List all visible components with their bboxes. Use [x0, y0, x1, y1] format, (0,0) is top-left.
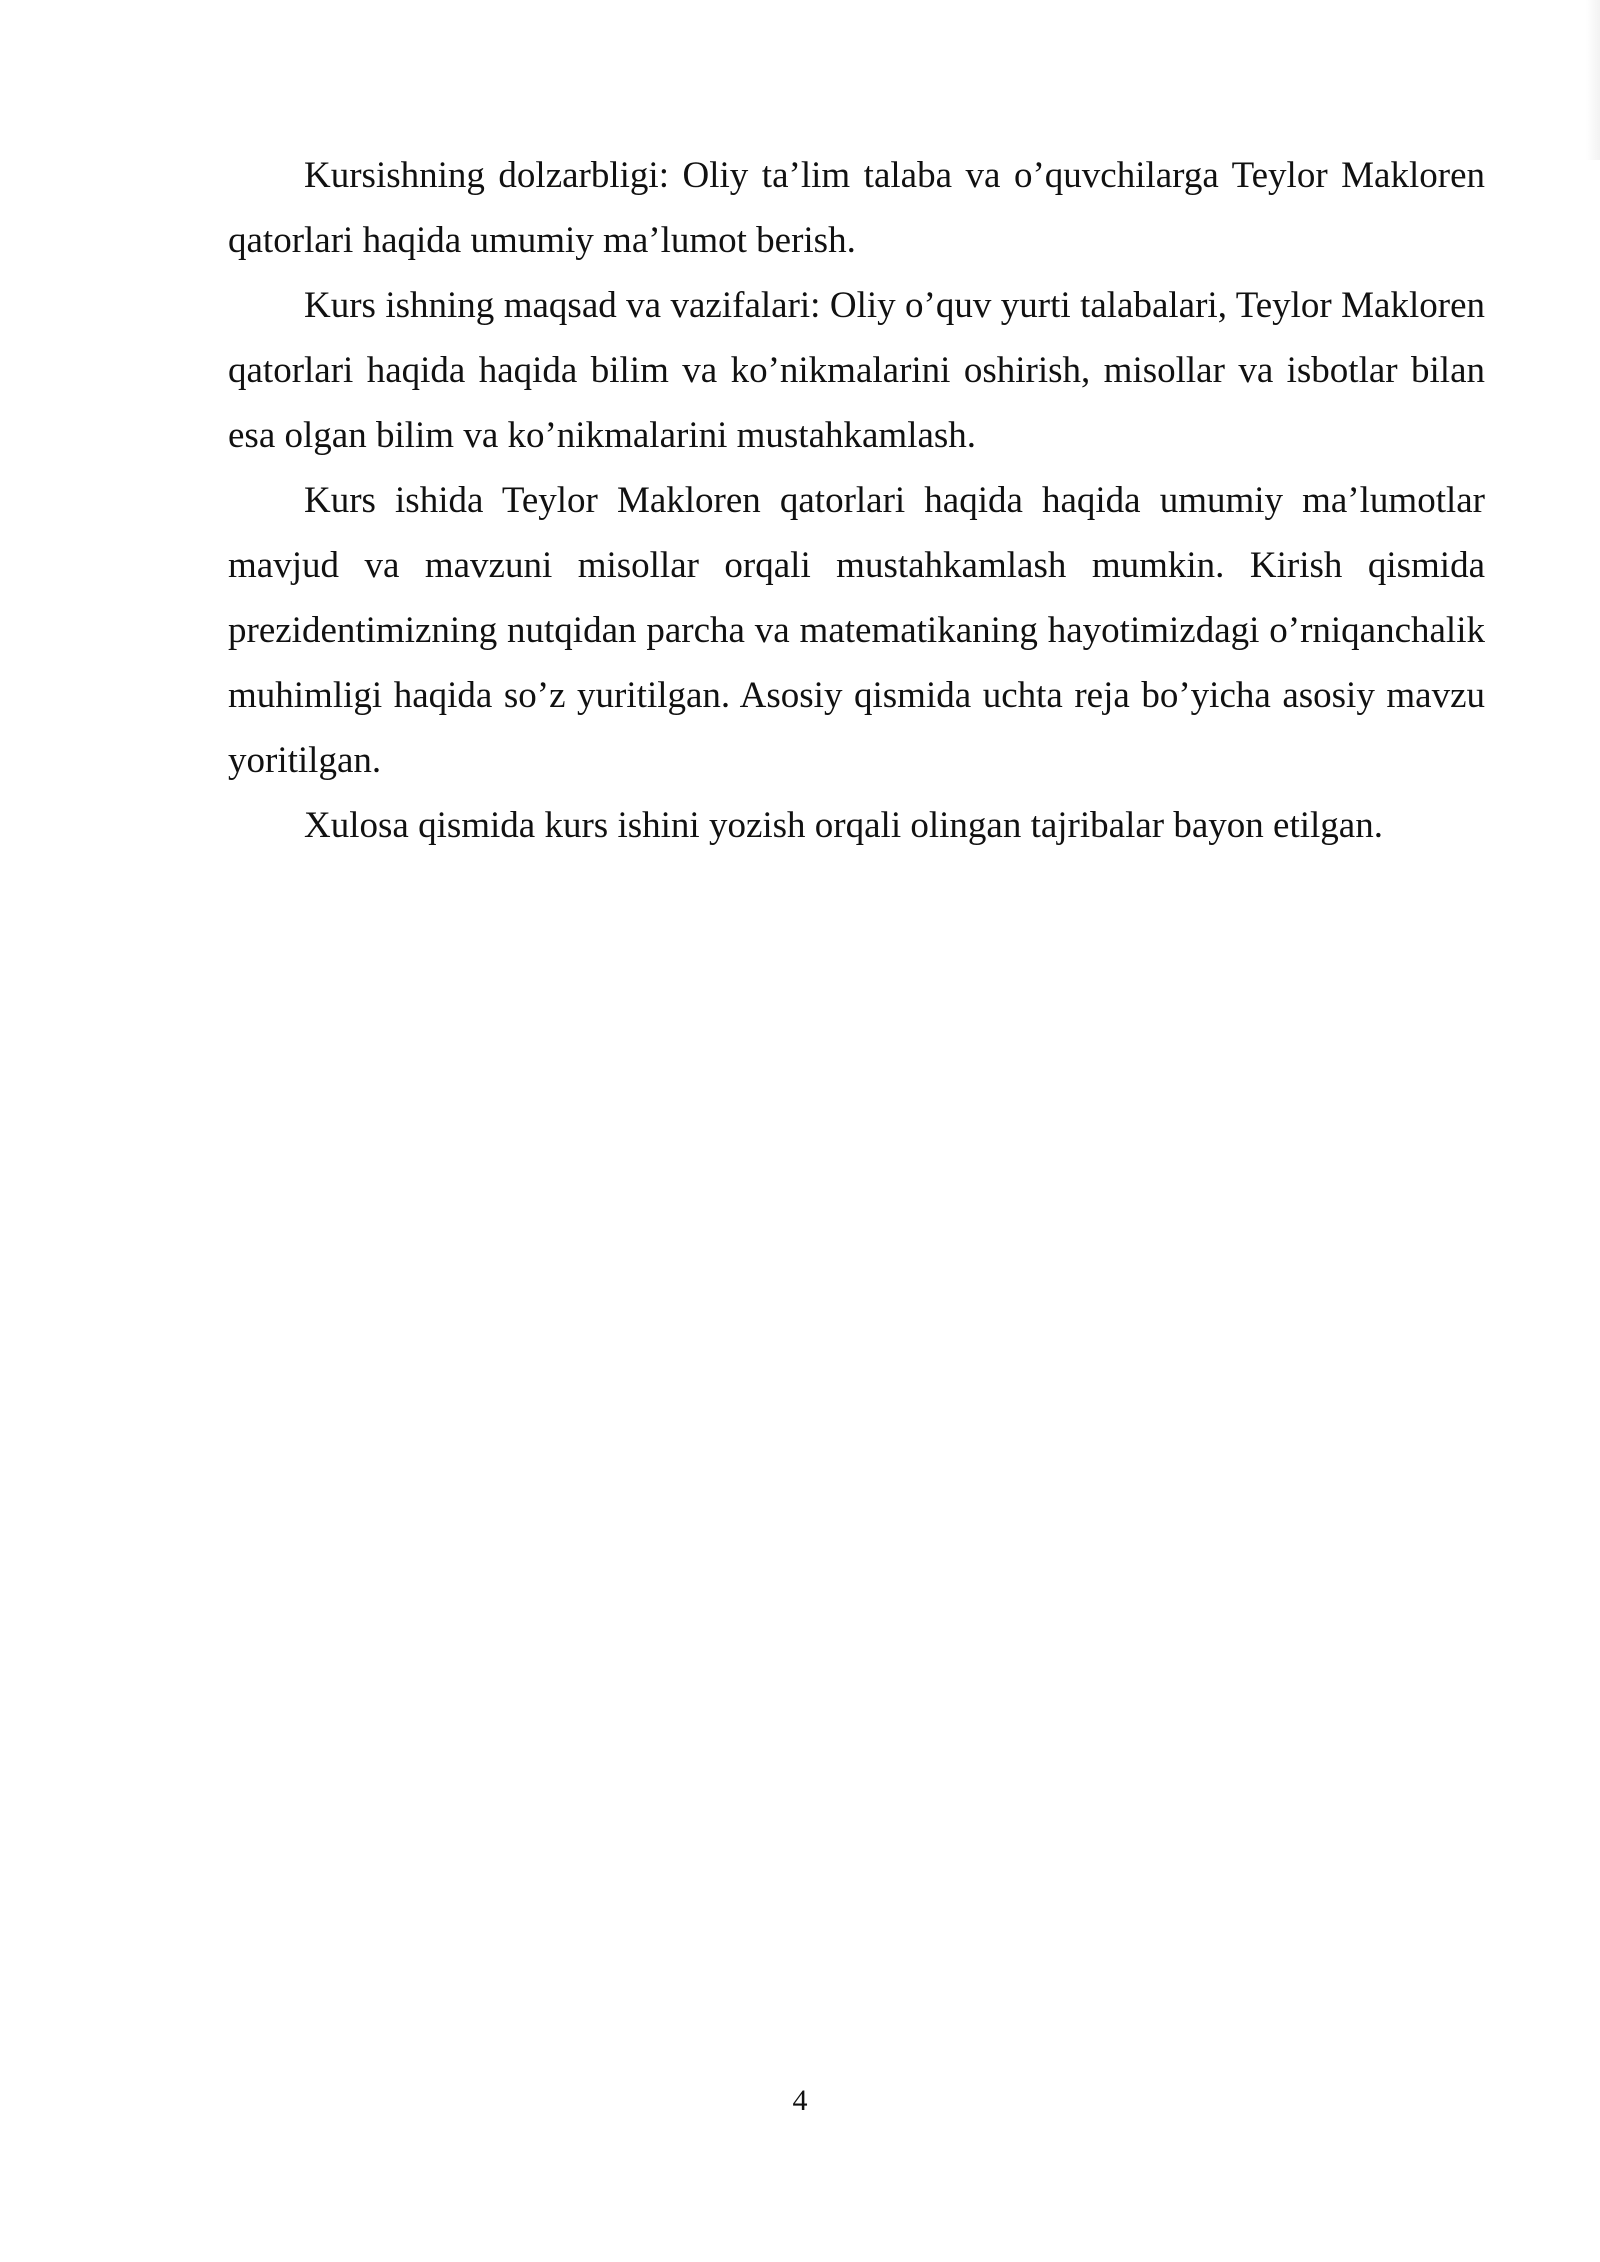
document-body	[228, 143, 1485, 858]
paragraph-goals: Kurs ishning maqsad va vazifalari: Oliy o’quv yurti talabalari, Teylor Makloren qatorlari haqida haqida bilim va ko’nikmalarini oshirish, misollar va isbotlar bilan esa olgan bilim va ko’nikmalarini mustahkamlash.	[228, 285, 1485, 456]
paragraph-content-overview: Kurs ishida Teylor Makloren qatorlari haqida haqida umumiy ma’lumotlar mavjud va mavzuni misollar orqali mustahkamlash mumkin. Kirish qismida prezidentimizning nutqidan parcha va matematikaning hayotimizdagi o’rniqanchalik muhimligi haqida so’z yuritilgan. Asosiy qismida uchta reja bo’yicha asosiy mavzu yoritilgan.	[228, 480, 1485, 781]
paragraph-relevance: Kursishning dolzarbligi: Oliy ta’lim talaba va o’quvchilarga Teylor Makloren qatorlari haqida umumiy ma’lumot berish.	[228, 155, 1485, 261]
page-number: 4	[792, 2084, 808, 2117]
page-edge-shadow	[1586, 0, 1600, 160]
paragraph-conclusion: Xulosa qismida kurs ishini yozish orqali olingan tajribalar bayon etilgan.	[304, 805, 1383, 846]
